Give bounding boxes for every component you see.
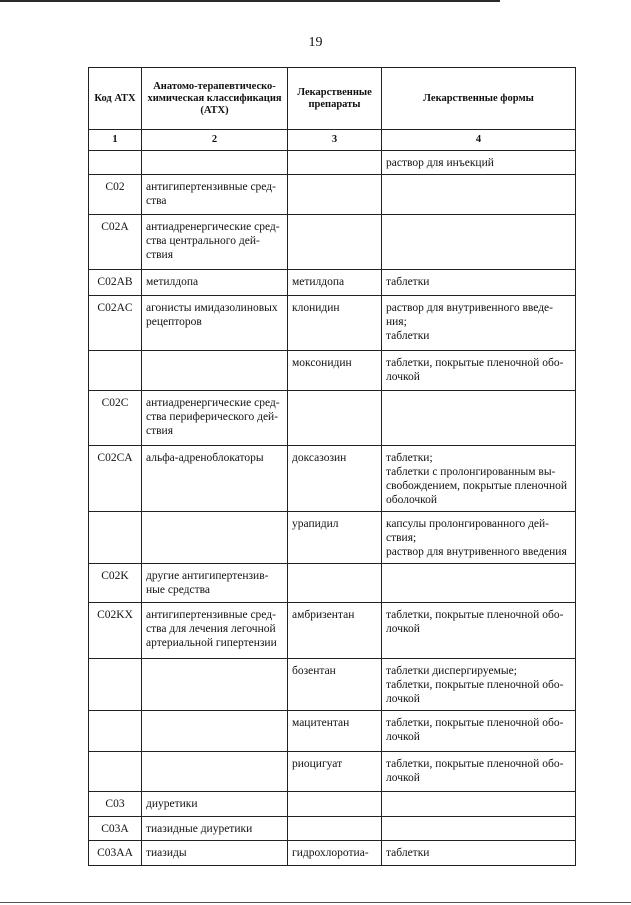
- dosage-forms-cell: [382, 175, 576, 215]
- table-row: [89, 270, 576, 296]
- atc-class-cell: агонисты имидазолиновых рецепторов: [142, 296, 288, 351]
- drug-cell: [288, 175, 382, 215]
- atc-class-cell: [142, 351, 288, 391]
- dosage-forms-cell: [382, 564, 576, 603]
- table-row: [89, 659, 576, 711]
- table-row: [89, 711, 576, 752]
- atc-class-cell: [142, 512, 288, 564]
- dosage-forms-cell: [382, 215, 576, 270]
- table-row: [89, 215, 576, 270]
- drug-cell: [288, 151, 382, 175]
- top-rule: [0, 0, 500, 2]
- header-atc-classification: Анатомо-терапевтическо-химическая классификация (АТХ): [142, 68, 288, 130]
- dosage-forms-cell: раствор для внутривенного введе-ния; таблетки: [382, 296, 576, 351]
- drug-cell: амбризентан: [288, 603, 382, 659]
- atc-code-cell: [89, 351, 142, 391]
- table-row: [89, 752, 576, 792]
- header-drugs: Лекарственные препараты: [288, 68, 382, 130]
- atc-code-cell: [89, 512, 142, 564]
- atc-code-cell: C02CA: [89, 446, 142, 512]
- drug-cell: [288, 792, 382, 817]
- table-row: [89, 446, 576, 512]
- atc-code-cell: [89, 711, 142, 752]
- dosage-forms-cell: [382, 792, 576, 817]
- atc-class-cell: антигипертензивные сред-ства: [142, 175, 288, 215]
- atc-code-cell: C02A: [89, 215, 142, 270]
- atc-class-cell: метилдопа: [142, 270, 288, 296]
- dosage-forms-cell: [382, 817, 576, 841]
- column-number: 3: [288, 130, 382, 151]
- table-body: [89, 151, 576, 866]
- atc-class-cell: антиадренергические сред-ства центрального дей-ствия: [142, 215, 288, 270]
- bottom-rule: [0, 902, 631, 903]
- drug-cell: моксонидин: [288, 351, 382, 391]
- dosage-forms-cell: таблетки, покрытые пленочной обо-лочкой: [382, 351, 576, 391]
- atc-code-cell: C02AB: [89, 270, 142, 296]
- atc-class-cell: [142, 151, 288, 175]
- atc-table: [88, 67, 576, 866]
- column-number: 4: [382, 130, 576, 151]
- atc-code-cell: C03A: [89, 817, 142, 841]
- dosage-forms-cell: таблетки диспергируемые; таблетки, покрытые пленочной обо-лочкой: [382, 659, 576, 711]
- atc-class-cell: [142, 659, 288, 711]
- drug-cell: урапидил: [288, 512, 382, 564]
- atc-code-cell: C02K: [89, 564, 142, 603]
- drug-cell: [288, 215, 382, 270]
- page-number: 19: [308, 35, 323, 50]
- atc-code-cell: [89, 752, 142, 792]
- dosage-forms-cell: таблетки, покрытые пленочной обо-лочкой: [382, 603, 576, 659]
- atc-class-cell: тиазиды: [142, 841, 288, 866]
- drug-cell: риоцигуат: [288, 752, 382, 792]
- atc-class-cell: [142, 711, 288, 752]
- dosage-forms-cell: капсулы пролонгированного дей-ствия; раствор для внутривенного введения: [382, 512, 576, 564]
- drug-cell: мацитентан: [288, 711, 382, 752]
- drug-cell: метилдопа: [288, 270, 382, 296]
- header-row: [89, 68, 576, 130]
- atc-code-cell: C02: [89, 175, 142, 215]
- table-row: [89, 512, 576, 564]
- drug-cell: доксазозин: [288, 446, 382, 512]
- table-row: [89, 841, 576, 866]
- table-row: [89, 792, 576, 817]
- drug-cell: бозентан: [288, 659, 382, 711]
- dosage-forms-cell: таблетки, покрытые пленочной обо-лочкой: [382, 752, 576, 792]
- atc-class-cell: антиадренергические сред-ства периферического дей-ствия: [142, 391, 288, 446]
- table-row: [89, 296, 576, 351]
- atc-class-cell: диуретики: [142, 792, 288, 817]
- atc-code-cell: [89, 151, 142, 175]
- atc-code-cell: C02AC: [89, 296, 142, 351]
- table-row: [89, 351, 576, 391]
- dosage-forms-cell: таблетки; таблетки с пролонгированным вы-свобождением, покрытые пленочной оболочкой: [382, 446, 576, 512]
- dosage-forms-cell: таблетки: [382, 270, 576, 296]
- dosage-forms-cell: таблетки: [382, 841, 576, 866]
- table-row: [89, 151, 576, 175]
- atc-class-cell: альфа-адреноблокаторы: [142, 446, 288, 512]
- atc-code-cell: C02KX: [89, 603, 142, 659]
- atc-class-cell: антигипертензивные сред-ства для лечения легочной артериальной гипертензии: [142, 603, 288, 659]
- dosage-forms-cell: раствор для инъекций: [382, 151, 576, 175]
- column-number-row: [89, 130, 576, 151]
- drug-cell: [288, 564, 382, 603]
- drug-cell: [288, 817, 382, 841]
- table-row: [89, 391, 576, 446]
- atc-class-cell: тиазидные диуретики: [142, 817, 288, 841]
- drug-cell: гидрохлоротиа-: [288, 841, 382, 866]
- header-atc-code: Код АТХ: [89, 68, 142, 130]
- atc-class-cell: [142, 752, 288, 792]
- atc-code-cell: [89, 659, 142, 711]
- dosage-forms-cell: таблетки, покрытые пленочной обо-лочкой: [382, 711, 576, 752]
- table-row: [89, 564, 576, 603]
- table-row: [89, 175, 576, 215]
- drug-cell: [288, 391, 382, 446]
- column-number: 1: [89, 130, 142, 151]
- table-row: [89, 817, 576, 841]
- atc-code-cell: C03: [89, 792, 142, 817]
- header-dosage-forms: Лекарственные формы: [382, 68, 576, 130]
- drug-cell: клонидин: [288, 296, 382, 351]
- atc-class-cell: другие антигипертензив-ные средства: [142, 564, 288, 603]
- dosage-forms-cell: [382, 391, 576, 446]
- atc-code-cell: C03AA: [89, 841, 142, 866]
- table-row: [89, 603, 576, 659]
- atc-code-cell: C02C: [89, 391, 142, 446]
- column-number: 2: [142, 130, 288, 151]
